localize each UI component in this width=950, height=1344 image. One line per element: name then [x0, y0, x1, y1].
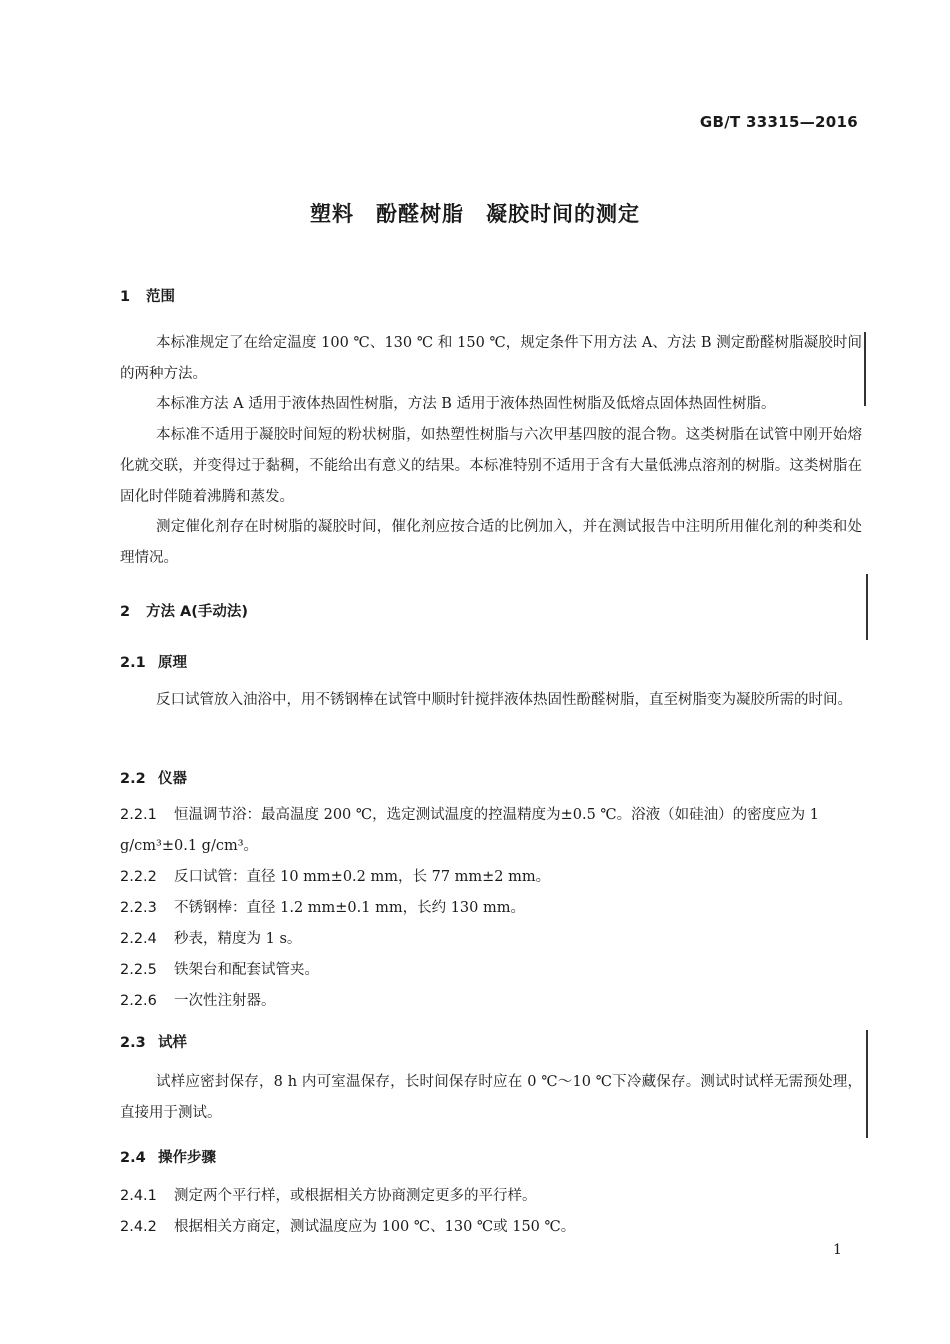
item-number: 2.2.3 — [120, 900, 157, 916]
item-number: 2.4.2 — [120, 1219, 157, 1235]
section-title: 范围 — [146, 289, 175, 305]
section-number: 2.2 — [120, 771, 146, 787]
item-text: 秒表，精度为 1 s。 — [174, 931, 302, 947]
item-number: 2.2.6 — [120, 993, 157, 1009]
section-number: 2.4 — [120, 1150, 146, 1166]
list-item — [120, 893, 862, 924]
section-2-heading — [120, 600, 248, 621]
section-2-3-heading — [120, 1031, 187, 1052]
document-title: 塑料 酚醛树脂 凝胶时间的测定 — [310, 202, 640, 226]
list-item — [120, 986, 862, 1017]
item-text: 根据相关方商定，测试温度应为 100 ℃、130 ℃或 150 ℃。 — [174, 1219, 576, 1235]
page-number: 1 — [833, 1242, 842, 1258]
paragraph: 本标准规定了在给定温度 100 ℃、130 ℃ 和 150 ℃，规定条件下用方法 A、方法 B 测定酚醛树脂凝胶时间的两种方法。 — [120, 335, 862, 382]
section-title: 仪器 — [158, 771, 187, 787]
item-number: 2.2.1 — [120, 807, 157, 823]
item-text: 反口试管：直径 10 mm±0.2 mm，长 77 mm±2 mm。 — [174, 869, 551, 885]
section-title: 试样 — [158, 1035, 187, 1051]
item-text: 测定两个平行样，或根据相关方协商测定更多的平行样。 — [174, 1188, 537, 1204]
change-bar — [866, 1030, 868, 1138]
list-item — [120, 924, 862, 955]
change-bar — [864, 332, 866, 406]
list-item — [120, 1181, 862, 1212]
item-number: 2.2.2 — [120, 869, 157, 885]
item-number: 2.4.1 — [120, 1188, 157, 1204]
section-number: 1 — [120, 289, 131, 305]
item-text: 铁架台和配套试管夹。 — [174, 962, 319, 978]
list-item — [120, 955, 862, 986]
list-item — [120, 800, 862, 862]
section-title: 方法 A(手动法) — [146, 604, 249, 620]
section-2-1-heading — [120, 651, 187, 672]
section-title: 原理 — [158, 655, 187, 671]
paragraph: 本标准不适用于凝胶时间短的粉状树脂，如热塑性树脂与六次甲基四胺的混合物。这类树脂在试管中刚开始熔化就交联，并变得过于黏稠，不能给出有意义的结果。本标准特别不适用于含有大量低沸点溶剂的树脂。这类树脂在固化时伴随着沸腾和蒸发。 — [120, 427, 862, 505]
item-text: 恒温调节浴：最高温度 200 ℃，选定测试温度的控温精度为±0.5 ℃。浴液（如硅油）的密度应为 1 g/cm³±0.1 g/cm³。 — [120, 807, 819, 854]
list-item — [120, 862, 862, 893]
change-bar — [866, 574, 868, 640]
item-number: 2.2.5 — [120, 962, 157, 978]
section-2-2-heading — [120, 767, 187, 788]
section-1-heading — [120, 285, 175, 306]
item-text: 一次性注射器。 — [174, 993, 276, 1009]
section-number: 2.1 — [120, 655, 146, 671]
standard-number: GB/T 33315—2016 — [699, 113, 858, 131]
paragraph: 试样应密封保存，8 h 内可室温保存，长时间保存时应在 0 ℃～10 ℃下冷藏保存。测试时试样无需预处理，直接用于测试。 — [120, 1074, 862, 1121]
paragraph: 本标准方法 A 适用于液体热固性树脂，方法 B 适用于液体热固性树脂及低熔点固体热固性树脂。 — [156, 396, 776, 412]
section-number: 2.3 — [120, 1035, 146, 1051]
paragraph: 测定催化剂存在时树脂的凝胶时间，催化剂应按合适的比例加入，并在测试报告中注明所用催化剂的种类和处理情况。 — [120, 519, 862, 566]
section-2-4-heading — [120, 1146, 216, 1167]
list-item — [120, 1212, 862, 1243]
item-number: 2.2.4 — [120, 931, 157, 947]
section-number: 2 — [120, 604, 131, 620]
paragraph: 反口试管放入油浴中，用不锈钢棒在试管中顺时针搅拌液体热固性酚醛树脂，直至树脂变为凝胶所需的时间。 — [156, 692, 852, 708]
item-text: 不锈钢棒：直径 1.2 mm±0.1 mm，长约 130 mm。 — [174, 900, 525, 916]
section-title: 操作步骤 — [158, 1150, 216, 1166]
